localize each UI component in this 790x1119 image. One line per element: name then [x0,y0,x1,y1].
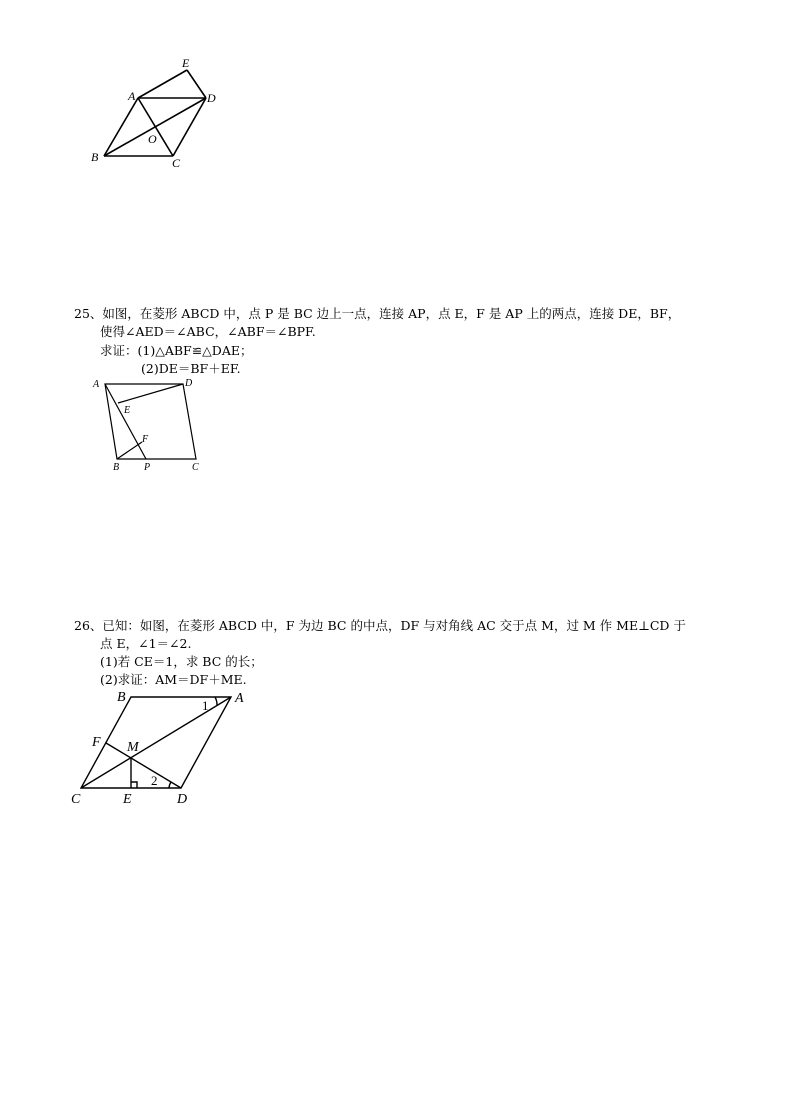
label-D: D [177,792,188,807]
label-B: B [113,462,120,473]
label-E: E [124,405,131,416]
label-A: A [235,691,244,706]
q26-line1: 26、已知：如图，在菱形 ABCD 中，F 为边 BC 的中点，DF 与对角线 AC 交于点 M，过 M 作 ME⊥CD 于 [74,618,686,633]
label-D: D [185,378,193,389]
figure-24-diagram [85,55,225,170]
label-A: A [93,379,100,390]
q25-line1: 25、如图，在菱形 ABCD 中，点 P 是 BC 边上一点，连接 AP，点 E，F 是 AP 上的两点，连接 DE，BF， [74,306,681,321]
label-M: M [127,740,139,755]
label-F: F [142,434,149,445]
angle-1-label: 1 [202,698,209,713]
label-E: E [123,792,132,807]
label-A: A [128,89,136,103]
label-C: C [192,462,199,473]
label-B: B [91,150,99,164]
label-C: C [71,792,81,807]
q25-line4: (2)DE＝BF＋EF. [141,361,241,376]
label-E: E [182,56,190,70]
q25-line3: 求证：(1)△ABF≌△DAE； [100,343,253,358]
label-P: P [144,462,151,473]
q25-line2: 使得∠AED＝∠ABC，∠ABF＝∠BPF. [100,324,316,339]
figure-25-diagram [88,374,213,474]
label-O: O [148,132,157,146]
q26-line4: (2)求证：AM＝DF＋ME. [100,672,247,687]
figure-25-lines [105,384,196,459]
label-D: D [207,91,216,105]
figure-26-diagram [65,685,265,810]
label-F: F [92,735,101,750]
angle-2-label: 2 [151,773,158,788]
label-B: B [117,690,126,705]
q26-line3: (1)若 CE＝1，求 BC 的长； [100,654,263,669]
q26-line2: 点 E，∠1＝∠2. [100,636,192,651]
label-C: C [172,156,181,170]
